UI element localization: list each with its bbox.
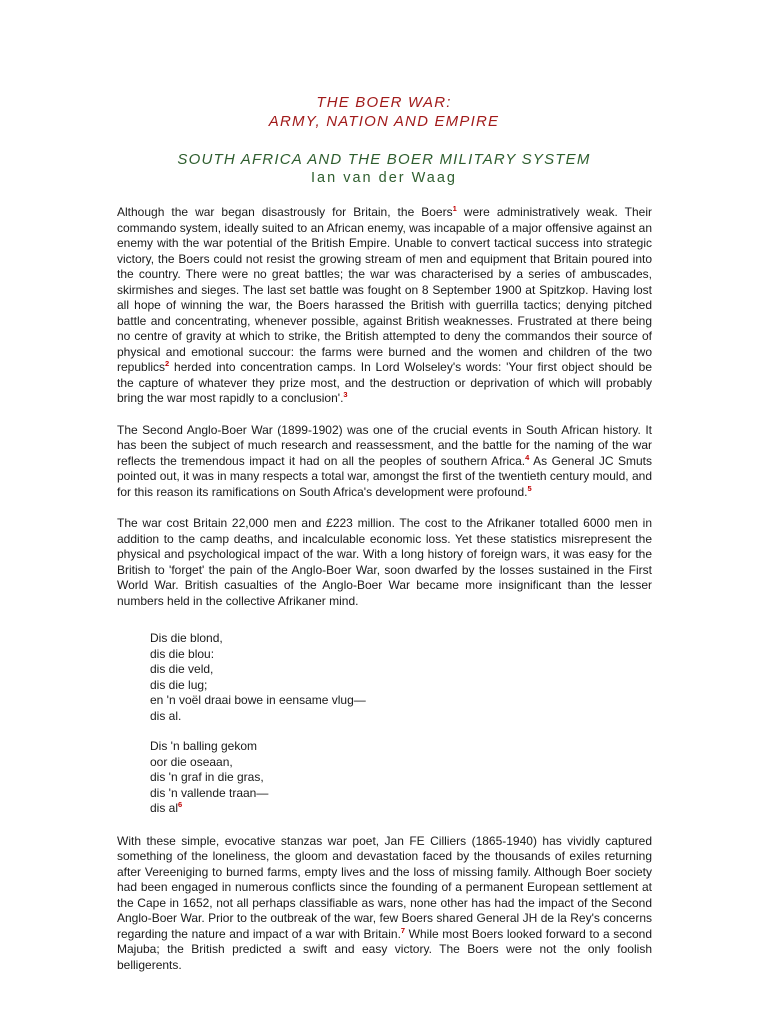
footnote-ref-1[interactable]: 1 [452, 204, 457, 213]
poem [150, 631, 652, 817]
poem-line: oor die oseaan, [150, 754, 233, 769]
footnote-ref-5[interactable]: 5 [527, 483, 532, 493]
document-title-line1: THE BOER WAR: [316, 94, 452, 111]
paragraph-2-text-a: The Second Anglo-Boer War (1899-1902) was one of the crucial events in South African history. It has been the subject of much research and reassessment, and the battle for the naming of the war reflects the tremendous impact it had on all the peoples of southern Africa. [117, 422, 652, 468]
paragraph-3-text: The war cost Britain 22,000 men and £223 million. The cost to the Afrikaner totalled 6000 men in addition to the camp deaths, and incalculable economic loss. Yet these statistics misrepresent the physical and psychological impact of the war. With a long history of foreign wars, it was easy for the British to 'forget' the pain of the Anglo-Boer War, soon dwarfed by the losses sustained in the First World War. British casualties of the Anglo-Boer War became more insignificant than the lesser numbers held in the collective Afrikaner mind. [117, 516, 652, 608]
poem-line: dis al. [150, 708, 182, 723]
poem-line: dis 'n vallende traan— [150, 785, 269, 800]
poem-line: Dis die blond, [150, 631, 223, 645]
footnote-ref-2[interactable]: 2 [165, 359, 170, 368]
poem-line: dis 'n graf in die gras, [150, 770, 264, 784]
poem-stanza-2 [150, 739, 652, 817]
footnote-ref-4[interactable]: 4 [525, 452, 530, 462]
paragraph-4-text-b: While most Boers looked forward to a second Majuba; the British predicted a swift and easy victory. The Boers were not the only foolish belligerents. [117, 926, 653, 972]
paragraph-1-text-b: were administratively weak. Their commando system, ideally suited to an African enemy, was incapable of a major offensive against an enemy with the war potential of the British Empire. Unable to convert tactical success into strategic victory, the Boers could not resist the growing stream of men and equipment that Britain poured into the country. There were no great battles; the war was characterised by a series of ambuscades, skirmishes and sieges. The last set battle was fought on 8 September 1900 at Spitzkop. Having lost all hope of winning the war, the Boers harassed the British with guerrilla tactics; denying pitched battle and concentrating, whenever possible, against British weaknesses. Frustrated at there being no centre of gravity at which to strike, the British attempted to deny the commandos their source of physical and emotional succour: the farms were burned and the women and children of the two republics [117, 205, 653, 374]
author-name: Ian van der Waag [311, 170, 457, 186]
body-text [117, 205, 652, 989]
poem-line: dis die blou: [150, 646, 215, 661]
footnote-ref-6[interactable]: 6 [178, 800, 183, 809]
poem-line: dis die lug; [150, 677, 208, 692]
chapter-title: SOUTH AFRICA AND THE BOER MILITARY SYSTEM [177, 151, 591, 168]
poem-line: dis die veld, [150, 662, 214, 676]
poem-line [150, 801, 652, 817]
paragraph-1 [117, 205, 652, 407]
paragraph-4 [117, 834, 652, 974]
poem-line: Dis 'n balling gekom [150, 739, 258, 753]
footnote-ref-7[interactable]: 7 [400, 925, 406, 935]
paragraph-4-text-a: With these simple, evocative stanzas war poet, Jan FE Cilliers (1865-1940) has vividly captured something of the loneliness, the gloom and devastation faced by the thousands of exiles returning after Vereeniging to burned farms, empty lives and the loss of missing family. Although Boer society had been engaged in numerous conflicts since the founding of a permanent European settlement at the Cape in 1652, not all perhaps classifiable as wars, none other has had the impact of the Second Anglo-Boer War. Prior to the outbreak of the war, few Boers shared General JH de la Rey's concerns regarding the nature and impact of a war with Britain. [117, 833, 652, 941]
paragraph-1-text-c: herded into concentration camps. In Lord Wolseley's words: 'Your first object should be the capture of whatever they prize most, and the destruction or deprivation of which will probably bring the war most rapidly to a conclusion'. [117, 360, 652, 405]
poem-stanza-1 [150, 631, 652, 724]
poem-line-text: dis al [150, 801, 179, 815]
paragraph-1-text-a: Although the war began disastrously for Britain, the Boers [117, 205, 453, 219]
paragraph-3 [117, 516, 652, 609]
footnote-ref-3[interactable]: 3 [343, 390, 348, 399]
poem-line: en 'n voël draai bowe in eensame vlug— [150, 693, 366, 707]
document-title-line2: ARMY, NATION AND EMPIRE [268, 113, 500, 130]
paragraph-2-text-b: As General JC Smuts pointed out, it was in many respects a total war, amongst the first of the twentieth century mould, and for this reason its ramifications on South Africa's development were profound. [117, 453, 652, 499]
paragraph-2 [117, 423, 652, 501]
